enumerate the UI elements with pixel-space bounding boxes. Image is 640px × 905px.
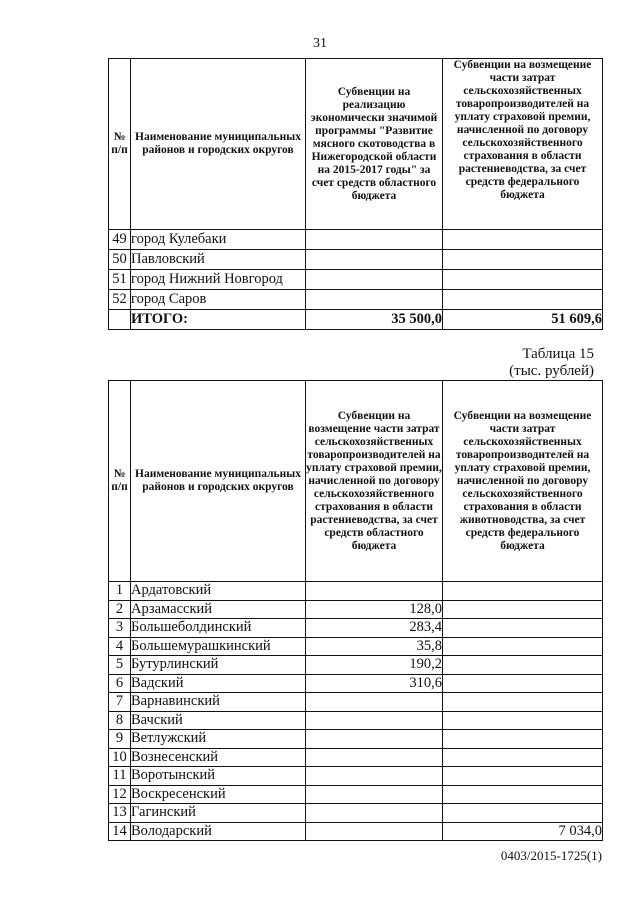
table-row <box>109 730 603 749</box>
total-label: ИТОГО: <box>131 310 306 330</box>
row-num: 5 <box>109 656 131 675</box>
header-num: № п/п <box>109 381 131 582</box>
table-row <box>109 582 603 601</box>
table-row <box>109 767 603 786</box>
header-num: № п/п <box>109 59 131 230</box>
row-num: 7 <box>109 693 131 712</box>
row-num: 6 <box>109 674 131 693</box>
row-name: Гагинский <box>131 804 306 823</box>
row-name: Вачский <box>131 711 306 730</box>
header-name: Наименование муниципальных районов и городских округов <box>131 59 306 230</box>
row-col3: 190,2 <box>306 656 443 675</box>
subsidies-table-continued <box>108 58 603 330</box>
row-name: Варнавинский <box>131 693 306 712</box>
table-row <box>109 637 603 656</box>
row-name: Большемурашкинский <box>131 637 306 656</box>
row-num: 52 <box>109 290 131 310</box>
row-name: город Саров <box>131 290 306 310</box>
table-row <box>109 693 603 712</box>
row-col4 <box>443 674 603 693</box>
row-col3 <box>306 270 443 290</box>
row-col3 <box>306 290 443 310</box>
header-col3: Субвенции на возмещение части затрат сельскохозяйственных товаропроизводителей на уплату страховой премии, начисленной по договору сельскохозяйственного страхования в области растениеводства, за счет средств областного бюджета <box>306 381 443 582</box>
row-num: 13 <box>109 804 131 823</box>
row-name: Большеболдинский <box>131 619 306 638</box>
row-col4 <box>443 582 603 601</box>
row-name: Вадский <box>131 674 306 693</box>
row-col4 <box>443 748 603 767</box>
row-name: Вознесенский <box>131 748 306 767</box>
header-col4: Субвенции на возмещение части затрат сельскохозяйственных товаропроизводителей на уплату страховой премии, начисленной по договору сельскохозяйственного страхования в области животноводства, за счет средств федерального бюджета <box>443 381 603 582</box>
row-col3 <box>306 785 443 804</box>
row-name: Ардатовский <box>131 582 306 601</box>
row-col4 <box>443 804 603 823</box>
row-col3 <box>306 230 443 250</box>
row-col4 <box>443 290 603 310</box>
row-name: Арзамасский <box>131 600 306 619</box>
row-num: 8 <box>109 711 131 730</box>
row-col3: 35,8 <box>306 637 443 656</box>
row-name: город Нижний Новгород <box>131 270 306 290</box>
row-col4 <box>443 767 603 786</box>
row-col3 <box>306 730 443 749</box>
row-num: 1 <box>109 582 131 601</box>
table-unit: (тыс. рублей) <box>509 363 594 379</box>
row-num: 50 <box>109 250 131 270</box>
table-title: Таблица 15 <box>522 346 594 362</box>
table-row <box>109 711 603 730</box>
table-row <box>109 600 603 619</box>
row-col3 <box>306 748 443 767</box>
row-name: Бутурлинский <box>131 656 306 675</box>
table-row <box>109 656 603 675</box>
table-row <box>109 785 603 804</box>
row-col4 <box>443 270 603 290</box>
row-name: Володарский <box>131 822 306 841</box>
row-col3 <box>306 693 443 712</box>
table-row <box>109 674 603 693</box>
row-num: 10 <box>109 748 131 767</box>
row-col4 <box>443 656 603 675</box>
row-num: 49 <box>109 230 131 250</box>
table-row <box>109 619 603 638</box>
row-num: 12 <box>109 785 131 804</box>
table-row <box>109 822 603 841</box>
table-row <box>109 290 603 310</box>
header-name: Наименование муниципальных районов и городских округов <box>131 381 306 582</box>
row-name: Ветлужский <box>131 730 306 749</box>
total-num <box>109 310 131 330</box>
row-col3: 310,6 <box>306 674 443 693</box>
document-number: 0403/2015-1725(1) <box>500 848 602 863</box>
row-num: 11 <box>109 767 131 786</box>
row-col4 <box>443 711 603 730</box>
table-row <box>109 804 603 823</box>
row-num: 9 <box>109 730 131 749</box>
row-num: 51 <box>109 270 131 290</box>
header-col4: Субвенции на возмещение части затрат сельскохозяйственных товаропроизводителей на уплату страховой премии, начисленной по договору сельскохозяйственного страхования в области растениеводства, за счет средств федерального бюджета <box>443 59 603 230</box>
row-name: город Кулебаки <box>131 230 306 250</box>
row-col3: 283,4 <box>306 619 443 638</box>
row-col4 <box>443 600 603 619</box>
row-col3 <box>306 822 443 841</box>
row-col4 <box>443 619 603 638</box>
row-col4 <box>443 785 603 804</box>
row-num: 3 <box>109 619 131 638</box>
table-row <box>109 270 603 290</box>
row-num: 14 <box>109 822 131 841</box>
total-row <box>109 310 603 330</box>
table-row <box>109 250 603 270</box>
total-col3: 35 500,0 <box>306 310 443 330</box>
row-col3 <box>306 582 443 601</box>
row-name: Воротынский <box>131 767 306 786</box>
row-col4: 7 034,0 <box>443 822 603 841</box>
row-num: 4 <box>109 637 131 656</box>
row-col4 <box>443 230 603 250</box>
header-col3: Субвенции на реализацию экономически значимой программы "Развитие мясного скотоводства в Нижегородской области на 2015-2017 годы" за счет средств областного бюджета <box>306 59 443 230</box>
row-col4 <box>443 250 603 270</box>
row-col3 <box>306 711 443 730</box>
table-header-row <box>109 59 603 230</box>
subsidies-table-15 <box>108 380 603 841</box>
total-col4: 51 609,6 <box>443 310 603 330</box>
row-col4 <box>443 637 603 656</box>
row-num: 2 <box>109 600 131 619</box>
row-name: Павловский <box>131 250 306 270</box>
row-col4 <box>443 693 603 712</box>
row-col3: 128,0 <box>306 600 443 619</box>
row-col3 <box>306 767 443 786</box>
table-header-row <box>109 381 603 582</box>
table-row <box>109 230 603 250</box>
row-col3 <box>306 804 443 823</box>
row-col4 <box>443 730 603 749</box>
page-number: 31 <box>313 36 327 51</box>
row-name: Воскресенский <box>131 785 306 804</box>
table-row <box>109 748 603 767</box>
row-col3 <box>306 250 443 270</box>
